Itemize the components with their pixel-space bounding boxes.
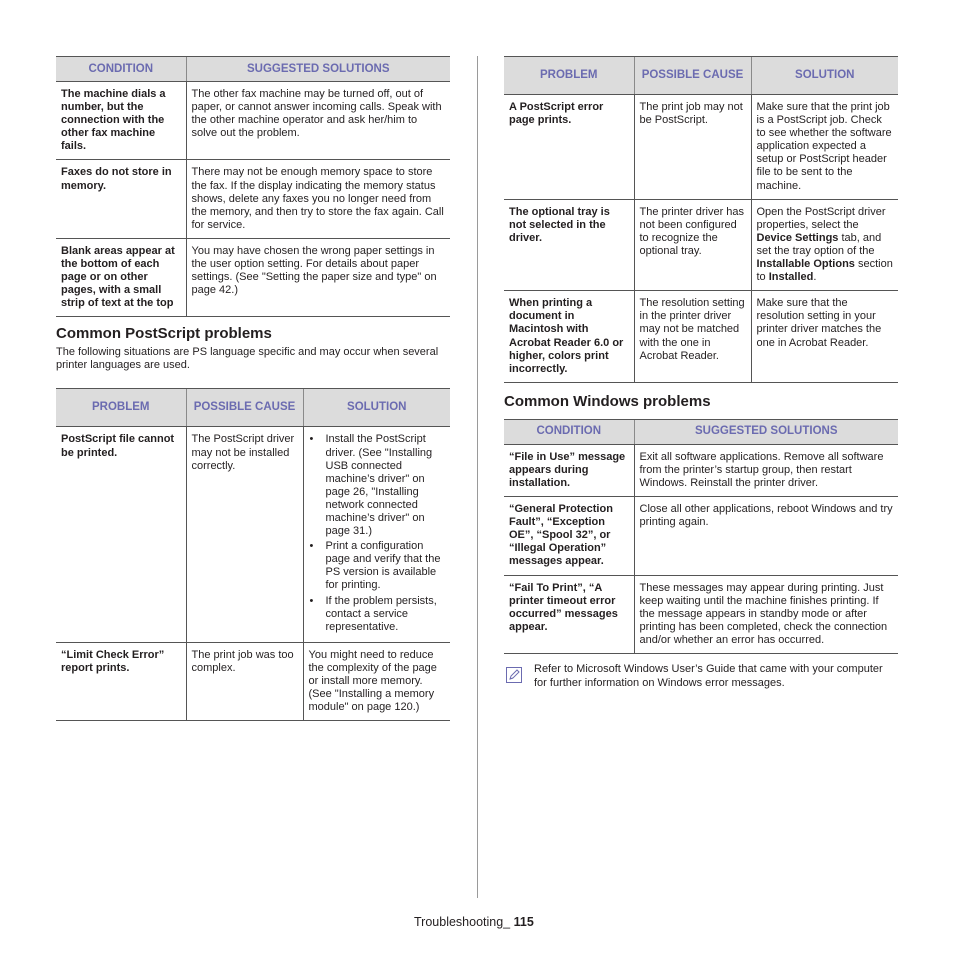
problem-cell: The optional tray is not selected in the driver. (504, 199, 634, 291)
cause-cell: The printer driver has not been configured to recognize the optional tray. (634, 199, 751, 291)
column-header-suggested-solutions: SUGGESTED SOLUTIONS (634, 419, 898, 444)
solution-cell: Make sure that the resolution setting in your printer driver matches the one in Acrobat Reader. (751, 291, 898, 383)
condition-cell: Blank areas appear at the bottom of each page or on other pages, with a small strip of text at the top (56, 238, 186, 316)
table-row (504, 444, 898, 496)
solution-cell: Make sure that the print job is a PostScript job. Check to see whether the software application expected a setup or PostScript header file to be sent to the machine. (751, 95, 898, 200)
table-row (504, 199, 898, 291)
solution-cell: The other fax machine may be turned off, out of paper, or cannot answer incoming calls. Speak with the other machine operator and ask her/him to solve out the problem. (186, 82, 450, 160)
solution-cell: Close all other applications, reboot Windows and try printing again. (634, 497, 898, 575)
solution-text: section to (756, 258, 893, 284)
note-block (504, 663, 898, 690)
column-header-condition: CONDITION (504, 419, 634, 444)
windows-problems-table (504, 419, 898, 654)
column-header-possible-cause: POSSIBLE CAUSE (634, 57, 751, 95)
table-row (56, 238, 450, 316)
solution-cell: These messages may appear during printing. Just keep waiting until the machine finishes printing. If the message appears in standby mode or after printing has been completed, check the connection and/or whether an error has occurred. (634, 575, 898, 653)
column-header-solution: SOLUTION (751, 57, 898, 95)
page-footer (414, 915, 534, 929)
condition-cell: Faxes do not store in memory. (56, 160, 186, 238)
problem-cell: When printing a document in Macintosh with Acrobat Reader 6.0 or higher, colors print incorrectly. (504, 291, 634, 383)
table-row (56, 427, 450, 642)
ui-label-installable-options: Installable Options (756, 258, 855, 271)
table-row (504, 95, 898, 200)
solution-cell: Exit all software applications. Remove all software from the printer’s startup group, then restart Windows. Reinstall the printer driver. (634, 444, 898, 496)
section-heading-windows: Common Windows problems (504, 392, 711, 410)
condition-cell: The machine dials a number, but the connection with the other fax machine fails. (56, 82, 186, 160)
ui-label-device-settings: Device Settings (756, 231, 839, 244)
cause-cell: The print job was too complex. (186, 642, 303, 720)
cause-cell: The resolution setting in the printer driver may not be matched with the one in Acrobat Reader. (634, 291, 751, 383)
column-header-condition: CONDITION (56, 57, 186, 82)
table-row (56, 160, 450, 238)
column-header-solution: SOLUTION (303, 389, 450, 427)
condition-cell: “File in Use” message appears during installation. (504, 444, 634, 496)
column-header-problem: PROBLEM (504, 57, 634, 95)
column-divider (477, 56, 478, 898)
left-column (56, 56, 450, 721)
solution-bullet-list (309, 433, 446, 633)
column-header-suggested-solutions: SUGGESTED SOLUTIONS (186, 57, 450, 82)
table-row (56, 642, 450, 720)
column-header-possible-cause: POSSIBLE CAUSE (186, 389, 303, 427)
note-text: Refer to Microsoft Windows User’s Guide that came with your computer for further information on Windows error messages. (534, 663, 883, 689)
solution-cell (751, 199, 898, 291)
fax-problems-table (56, 56, 450, 317)
section-heading-postscript: Common PostScript problems (56, 325, 272, 343)
section-intro-postscript: The following situations are PS language specific and may occur when several printer languages are used. (56, 346, 439, 372)
table-row (56, 82, 450, 160)
footer-section-label: Troubleshooting_ (414, 915, 511, 929)
solution-cell: You might need to reduce the complexity of the page or install more memory. (See "Installing a memory module" on page 120.) (303, 642, 450, 720)
ui-label-installed: Installed (768, 271, 814, 284)
condition-cell: “General Protection Fault”, “Exception OE”, “Spool 32”, or “Illegal Operation” messages appear. (504, 497, 634, 575)
page-number: 115 (513, 915, 534, 929)
list-item: • Install the PostScript driver. (See "Installing USB connected machine’s driver" on page 26, "Installing network connected machine’s driver" on page 31.) (309, 433, 446, 538)
column-header-problem: PROBLEM (56, 389, 186, 427)
solution-cell: You may have chosen the wrong paper settings in the user option setting. For details about paper settings. (See "Setting the paper size and type" on page 42.) (186, 238, 450, 316)
solution-cell (303, 427, 450, 642)
problem-cell: “Limit Check Error” report prints. (56, 642, 186, 720)
postscript-problems-table (56, 388, 450, 721)
cause-cell: The PostScript driver may not be installed correctly. (186, 427, 303, 642)
condition-cell: “Fail To Print”, “A printer timeout error occurred” messages appear. (504, 575, 634, 653)
solution-text: . (813, 271, 817, 284)
solution-cell: There may not be enough memory space to store the fax. If the display indicating the memory status shows, delete any faxes you no longer need from the memory, and then try to store the fax again. Call for service. (186, 160, 450, 238)
note-pencil-icon (506, 667, 522, 683)
solution-text: Open the PostScript driver properties, select the (756, 205, 886, 231)
right-column (504, 56, 898, 690)
list-item: • Print a configuration page and verify that the PS version is available for printing. (309, 540, 446, 592)
table-row (504, 291, 898, 383)
table-row (504, 575, 898, 653)
problem-cell: PostScript file cannot be printed. (56, 427, 186, 642)
table-row (504, 497, 898, 575)
cause-cell: The print job may not be PostScript. (634, 95, 751, 200)
solution-text: tab, and set the tray option of the (756, 231, 882, 257)
problem-cell: A PostScript error page prints. (504, 95, 634, 200)
list-item: • If the problem persists, contact a service representative. (309, 595, 446, 634)
postscript-problems-table-continued (504, 56, 898, 383)
